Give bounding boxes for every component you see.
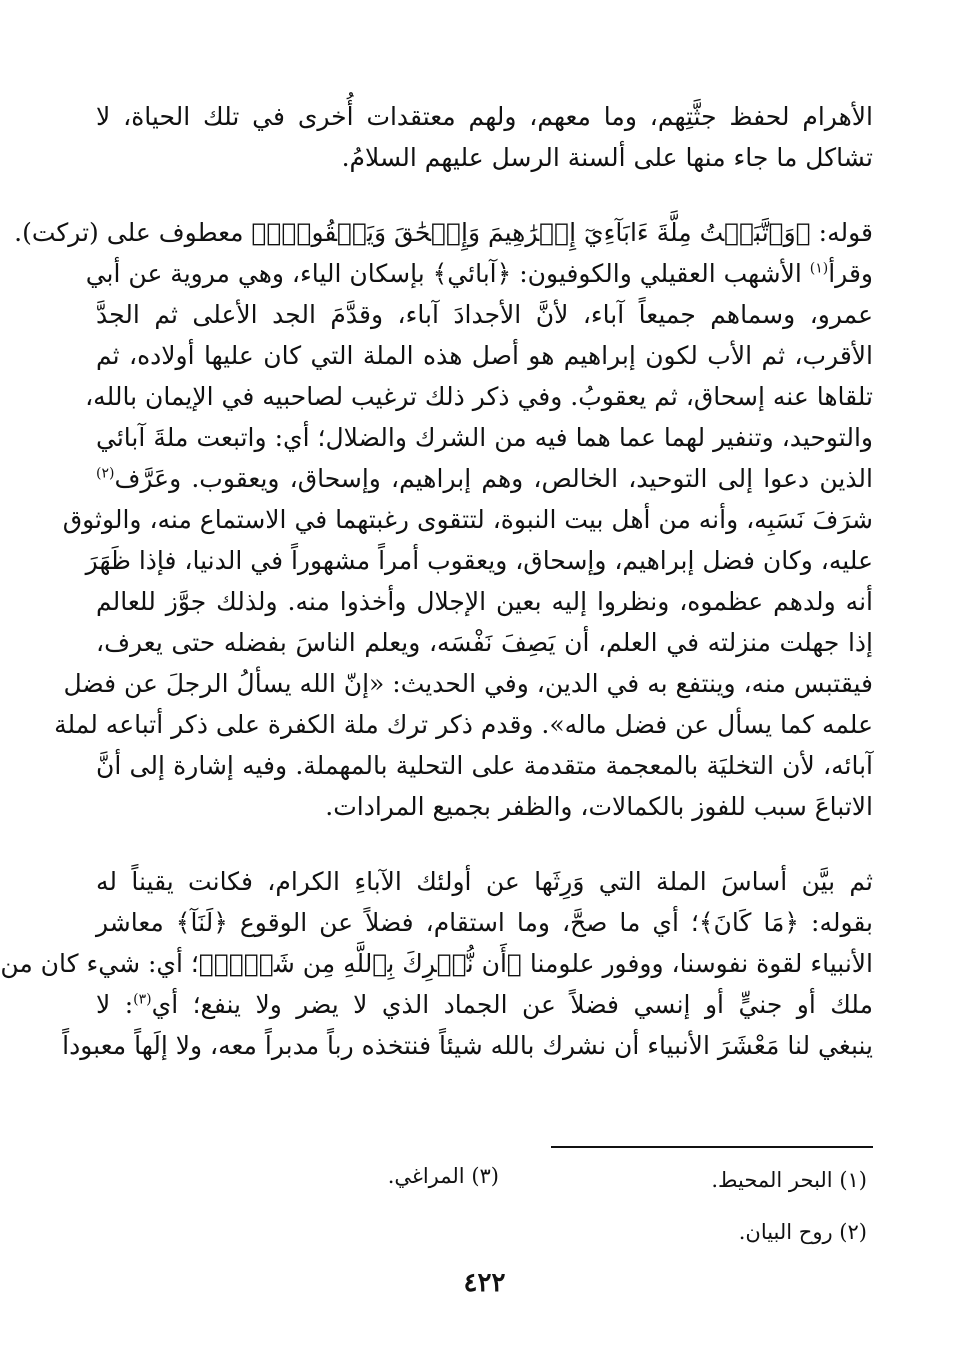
text-segment: وقرأ — [828, 259, 873, 288]
footnote-3: (٣) المراغي. — [387, 1164, 499, 1188]
text-segment: ملك أو جنيٍّ أو إنسي فضلاً عن الجماد الذي لا يضر ولا ينفع؛ أي — [151, 990, 873, 1019]
text-line: آبائه، لأن التخليَة بالمعجمة متقدمة على التحلية بالمهملة. وفيه إشارة إلى أنَّ — [96, 751, 873, 780]
text-line: بقوله: ﴿مَا كَانَ﴾؛ أي ما صحَّ، وما استقام، فضلاً عن الوقوع ﴿لَنَآ﴾ معاشر — [96, 908, 873, 937]
text-line: أنه ولدهم عظموه، ونظروا إليه بعين الإجلال وأخذوا منه. ولذلك جوَّز للعالم — [96, 587, 873, 616]
text-line: الأهرام لحفظ جثَّتِهم، وما معهم، ولهم معتقدات أُخرى في تلك الحياة، لا — [96, 102, 873, 131]
footnote-1: (١) البحر المحيط. — [711, 1168, 867, 1192]
text-line: والتوحيد، وتنفير لهما عما هما فيه من الشرك والضلال؛ أي: واتبعت ملةَ آبائي — [96, 423, 873, 452]
text-segment: : لا — [96, 990, 134, 1019]
text-line: تشاكل ما جاء منها على ألسنة الرسل عليهم السلامُ. — [341, 143, 873, 172]
text-line: الأقرب، ثم الأب لكون إبراهيم هو أصل هذه الملة التي كان عليها أولاده، ثم — [96, 341, 873, 370]
text-segment: الأشهب العقيلي والكوفيون: ﴿آبائي﴾ بإسكان الياء، وهي مروية عن أبي — [85, 259, 810, 288]
text-line: الأنبياء لقوة نفوسنا، ووفور علومنا ﴿أَن نُّشۡرِكَ بِٱللَّهِ مِن شَيۡءٖ﴾؛ أي: شيء كان من — [0, 949, 873, 978]
text-line: الاتباعَ سبب للفوز بالكمالات، والظفر بجميع المرادات. — [325, 792, 873, 821]
text-line: ثم بيَّن أساسَ الملة التي وَرِثَها عن أولئك الآباءِ الكرام، فكانت يقيناً له — [96, 867, 873, 896]
footnote-ref-1: (١) — [809, 260, 829, 277]
page-body — [0, 96, 873, 1066]
footnote-separator — [551, 1146, 873, 1148]
paragraph-1 — [96, 96, 873, 178]
text-line: عمرو، وسماهم جميعاً آباء، لأنَّ الأجدادَ آباء، وقدَّمَ الجد الأعلى ثم الجدَّ — [96, 300, 873, 329]
paragraph-2 — [14, 212, 873, 827]
footnote-ref-2: (٢) — [96, 465, 115, 482]
text-line: إذا جهلت منزلته في العلم، أن يَصِفَ نَفْسَه، ويعلم الناسَ بفضله حتى يعرف، — [96, 628, 873, 657]
text-line — [96, 984, 873, 1025]
text-line: عليه، وكان فضل إبراهيم، وإسحاق، ويعقوب أمراً مشهوراً في الدنيا، فإذا ظَهَرَ — [85, 546, 873, 575]
text-line: تلقاها عنه إسحاق، ثم يعقوبُ. وفي ذكر ذلك ترغيب لصاحبيه في الإيمان بالله، — [85, 382, 873, 411]
footnote-2: (٢) روح البيان. — [738, 1220, 867, 1244]
text-line: فيقتبس منه، وينتفع به في الدين، وفي الحديث: «إنّ الله يسألُ الرجلَ عن فضل — [63, 669, 873, 698]
page-number: ٤٢٢ — [463, 1268, 506, 1298]
text-line: شرَفَ نَسَبِه، وأنه من أهل بيت النبوة، لتتقوى رغبتهما في الاستماع منه، والوثوق — [62, 505, 873, 534]
text-line: علمه كما يسأل عن فضل ماله». وقدم ذكر ترك ملة الكفرة على ذكر أتباعه لملة — [54, 710, 873, 739]
text-line — [85, 253, 873, 294]
footnote-ref-3: (٣) — [133, 991, 152, 1008]
text-line: قوله: ﴿وَٱتَّبَعۡتُ مِلَّةَ ءَابَآءِيٓ إِبۡرَٰهِيمَ وَإِسۡحَٰقَ وَيَعۡقُوبَۚ﴾ معطوف على (تركت). — [14, 218, 873, 247]
text-line: ينبغي لنا مَعْشَرَ الأنبياء أن نشرك بالله شيئاً فنتخذه رباً مدبراً معه، ولا إلَهاً معبوداً — [62, 1031, 873, 1060]
text-segment: الذين دعوا إلى التوحيد، الخالص، وهم إبراهيم، وإسحاق، ويعقوب. وعَرَّف — [114, 464, 873, 493]
paragraph-3 — [0, 861, 873, 1066]
text-line — [96, 458, 873, 499]
